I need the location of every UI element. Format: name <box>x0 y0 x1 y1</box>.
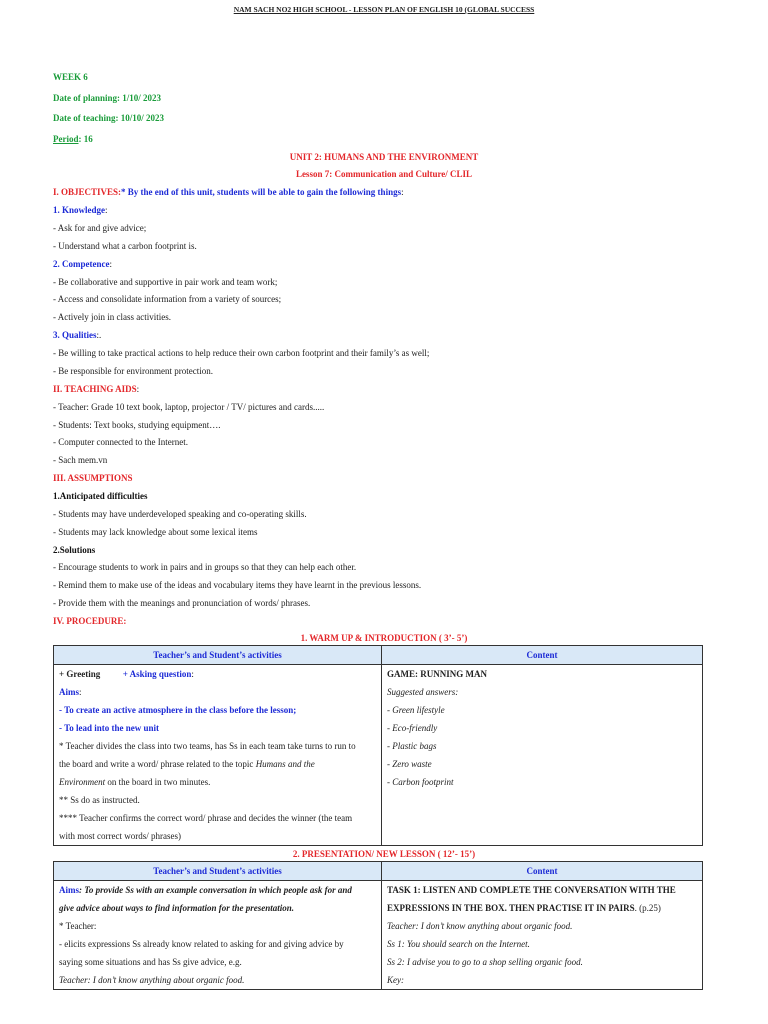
lesson-title: Lesson 7: Communication and Culture/ CLIL <box>295 169 473 179</box>
aim-item: - To lead into the new unit <box>59 723 160 733</box>
teacher-label: * Teacher: <box>59 921 97 931</box>
knowledge-heading: 1. Knowledge: <box>53 205 108 215</box>
period-label: Period <box>53 134 79 144</box>
step-line: **** Teacher confirms the correct word/ phrase and decides the winner (the team <box>59 813 353 823</box>
step-line: - elicits expressions Ss already know related to asking for and giving advice by <box>59 939 344 949</box>
warmup-activities-cell <box>54 665 382 846</box>
presentation-activities-cell <box>54 881 382 990</box>
difficulty-item: - Students may lack knowledge about some lexical items <box>53 527 258 537</box>
knowledge-item: - Ask for and give advice; <box>53 223 147 233</box>
task-title: TASK 1: LISTEN AND COMPLETE THE CONVERSATION WITH THE <box>387 885 676 895</box>
step-line: ** Ss do as instructed. <box>59 795 140 805</box>
aims-label: Aims: <box>59 687 82 697</box>
competence-heading: 2. Competence: <box>53 259 112 269</box>
conversation-line: Ss 2: I advise you to go to a shop selling organic food. <box>387 957 583 967</box>
conversation-line: Teacher: I don’t know anything about organic food. <box>387 921 573 931</box>
week-label: WEEK 6 <box>53 72 88 82</box>
col-header-content: Content <box>382 646 703 665</box>
solution-item: - Encourage students to work in pairs and in groups so that they can help each other. <box>53 562 357 572</box>
qualities-suffix: :. <box>96 330 102 340</box>
aims-line <box>59 881 376 899</box>
answer-item: - Carbon footprint <box>387 777 454 787</box>
objectives-intro: * By the end of this unit, students will be able to gain the following things <box>121 187 402 197</box>
col-header-activities: Teacher’s and Student’s activities <box>54 646 382 665</box>
competence-heading-text: 2. Competence <box>53 259 110 269</box>
aims-line: give advice about ways to find information for the presentation. <box>59 903 295 913</box>
game-label: GAME <box>387 669 415 679</box>
difficulty-item: - Students may have underdeveloped speaking and co-operating skills. <box>53 509 307 519</box>
warmup-content-cell <box>382 665 703 846</box>
aims-text: Aims <box>59 687 79 697</box>
game-name: : RUNNING MAN <box>415 669 487 679</box>
step-text: the board and write a word/ phrase related to the topic <box>59 759 256 769</box>
aims-text: : To provide Ss with an example conversation in which people ask for and <box>79 885 352 895</box>
greeting-line: + Greeting + Asking question: <box>59 669 194 679</box>
step-topic: Humans and the <box>255 759 315 769</box>
greeting-label: + Greeting <box>59 669 101 679</box>
conversation-line: Ss 1: You should search on the Internet. <box>387 939 530 949</box>
aids-item: - Computer connected to the Internet. <box>53 437 188 447</box>
procedure-heading: IV. PROCEDURE: <box>53 616 127 626</box>
solutions-heading: 2.Solutions <box>53 545 96 555</box>
example-line: Teacher: I don’t know anything about organic food. <box>59 975 245 985</box>
period-value: : 16 <box>78 134 93 144</box>
qualities-item: - Be willing to take practical actions to help reduce their own carbon footprint and their family’s as well; <box>53 348 430 358</box>
difficulties-heading: 1.Anticipated difficulties <box>53 491 148 501</box>
step-topic: Environment <box>59 777 106 787</box>
competence-item: - Be collaborative and supportive in pair work and team work; <box>53 277 278 287</box>
qualities-item: - Be responsible for environment protection. <box>53 366 213 376</box>
objectives-heading: I. OBJECTIVES: <box>53 187 122 197</box>
competence-item: - Access and consolidate information from a variety of sources; <box>53 294 282 304</box>
teaching-date: Date of teaching: 10/10/ 2023 <box>53 113 164 123</box>
aims-label: Aims <box>59 885 79 895</box>
objectives-heading-line <box>53 187 404 197</box>
step-text: on the board in two minutes. <box>105 777 211 787</box>
task-title-text: EXPRESSIONS IN THE BOX. THEN PRACTISE IT IN PAIRS <box>387 903 635 913</box>
knowledge-item: - Understand what a carbon footprint is. <box>53 241 197 251</box>
qualities-heading-text: 3. Qualities <box>53 330 97 340</box>
aids-item: - Teacher: Grade 10 text book, laptop, projector / TV/ pictures and cards..... <box>53 402 325 412</box>
step-line: with most correct words/ phrases) <box>59 831 181 841</box>
step-line <box>59 755 376 773</box>
period-line <box>53 134 93 144</box>
assumptions-heading: III. ASSUMPTIONS <box>53 473 133 483</box>
solution-item: - Remind them to make use of the ideas and vocabulary items they have learnt in the previous lessons. <box>53 580 422 590</box>
unit-title: UNIT 2: HUMANS AND THE ENVIRONMENT <box>289 152 479 162</box>
aids-item: - Sach mem.vn <box>53 455 108 465</box>
aids-heading-text: II. TEACHING AIDS <box>53 384 137 394</box>
step-line <box>59 773 376 791</box>
aids-item: - Students: Text books, studying equipment…. <box>53 420 221 430</box>
suggested-answers-label: Suggested answers: <box>387 687 459 697</box>
asking-label: + Asking question <box>122 669 192 679</box>
step-line: * Teacher divides the class into two teams, has Ss in each team take turns to run to <box>59 741 356 751</box>
warmup-title: 1. WARM UP & INTRODUCTION ( 3’- 5’) <box>300 633 468 643</box>
solution-item: - Provide them with the meanings and pronunciation of words/ phrases. <box>53 598 311 608</box>
answer-item: - Green lifestyle <box>387 705 445 715</box>
page-header: NAM SACH NO2 HIGH SCHOOL - LESSON PLAN OF ENGLISH 10 (GLOBAL SUCCESS <box>233 5 535 14</box>
objectives-colon: : <box>401 187 404 197</box>
col-header-content: Content <box>382 862 703 881</box>
presentation-content-cell <box>382 881 703 990</box>
task-page: . (p.25) <box>634 903 661 913</box>
planning-date: Date of planning: 1/10/ 2023 <box>53 93 162 103</box>
key-label: Key: <box>387 975 404 985</box>
game-line <box>387 665 697 683</box>
presentation-title: 2. PRESENTATION/ NEW LESSON ( 12’- 15’) <box>292 849 476 859</box>
task-title-cont <box>387 899 697 917</box>
col-header-activities: Teacher’s and Student’s activities <box>54 862 382 881</box>
answer-item: - Eco-friendly <box>387 723 438 733</box>
step-line: saying some situations and has Ss give advice, e.g. <box>59 957 242 967</box>
qualities-heading <box>53 330 101 340</box>
aids-heading: II. TEACHING AIDS: <box>53 384 140 394</box>
answer-item: - Plastic bags <box>387 741 437 751</box>
answer-item: - Zero waste <box>387 759 432 769</box>
aim-item: - To create an active atmosphere in the class before the lesson; <box>59 705 297 715</box>
knowledge-heading-text: 1. Knowledge <box>53 205 106 215</box>
warmup-table <box>53 645 703 846</box>
presentation-table <box>53 861 703 990</box>
competence-item: - Actively join in class activities. <box>53 312 171 322</box>
